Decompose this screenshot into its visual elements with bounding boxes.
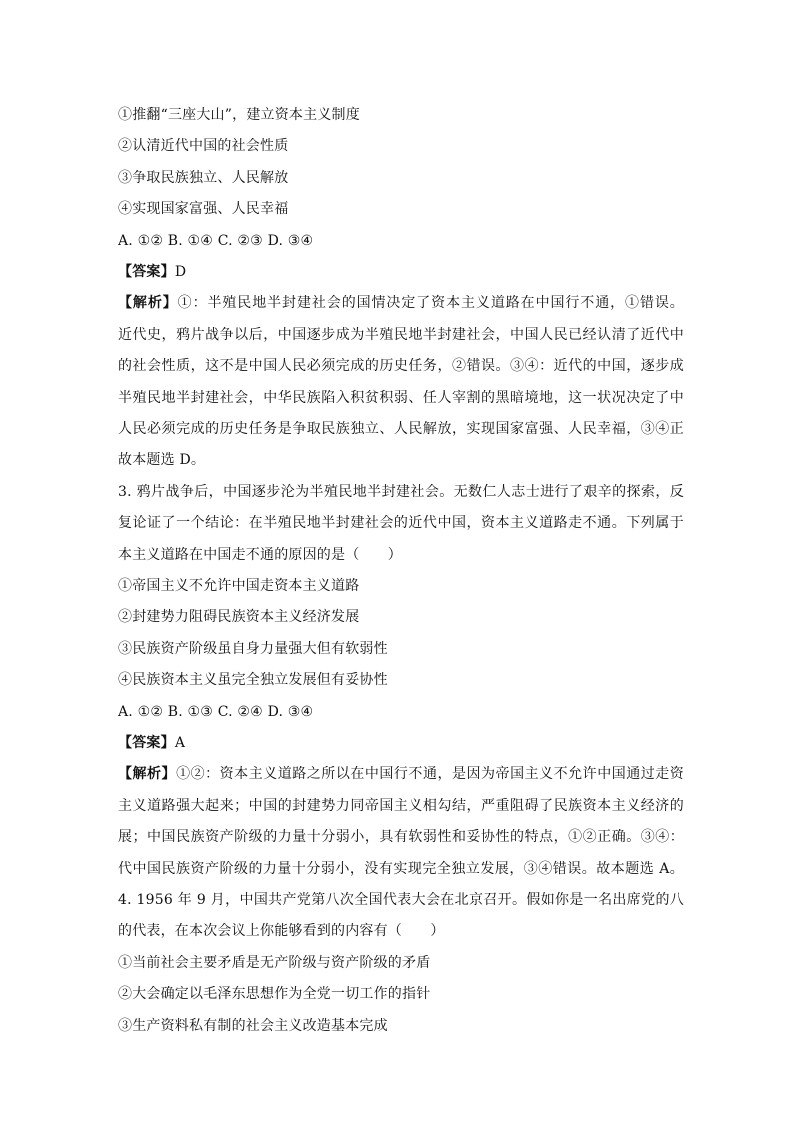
option-line: ③争取民族独立、人民解放: [118, 169, 289, 186]
question-4: [118, 885, 684, 948]
option-line: ④实现国家富强、人民幸福: [118, 201, 289, 218]
analysis-line: 半殖民地半封建社会，中华民族陷入积贫积弱、任人宰割的黑暗境地，这一状况决定了中: [118, 389, 684, 406]
option-line: ①帝国主义不允许中国走资本主义道路: [118, 577, 360, 594]
question-3: [118, 477, 684, 571]
choices-line: A. ①② B. ①④ C. ②③ D. ③④: [118, 232, 314, 249]
question-line: 的代表，在本次会议上你能够看到的内容有（ ）: [118, 923, 445, 940]
answer-line: [118, 257, 684, 288]
analysis-line: 代中国民族资产阶级的力量十分弱小，没有实现完全独立发展，③④错误。故本题选 A。: [118, 860, 684, 877]
answer-line: [118, 728, 684, 759]
answer-label: 【答案】: [118, 735, 175, 752]
question-line: 本主义道路在中国走不通的原因的是（ ）: [118, 546, 402, 563]
analysis-line: 人民必须完成的历史任务是争取民族独立、人民解放，实现国家富强、人民幸福，③④正: [118, 421, 684, 437]
answer-value: A: [174, 735, 186, 752]
analysis-label: 【解析】: [118, 295, 178, 312]
option-line: ④民族资本主义虽完全独立发展但有妥协性: [118, 672, 388, 689]
analysis-text: ①②：资本主义道路之所以在中国行不通，是因为帝国主义不允许中国通过走资: [176, 766, 684, 783]
option-line: ②封建势力阻碍民族资本主义经济发展: [118, 609, 360, 626]
option-line: ③民族资产阶级虽自身力量强大但有软弱性: [118, 640, 388, 657]
analysis-line: [118, 759, 684, 790]
analysis-line: 故本题选 D。: [118, 452, 206, 469]
question-line: 3. 鸦片战争后，中国逐步沦为半殖民地半封建社会。无数仁人志士进行了艰辛的探索，反: [118, 483, 684, 500]
answer-value: D: [174, 264, 187, 281]
option-line: ③生产资料私有制的社会主义改造基本完成: [118, 1017, 388, 1034]
analysis-label: 【解析】: [118, 766, 177, 783]
option-line: ②大会确定以毛泽东思想作为全党一切工作的指针: [118, 986, 431, 1003]
analysis-line: 近代史，鸦片战争以后，中国逐步成为半殖民地半封建社会，中国人民已经认清了近代中: [118, 326, 684, 343]
option-line: ②认清近代中国的社会性质: [118, 138, 289, 155]
analysis-block: [118, 288, 684, 476]
option-line: ①当前社会主要矛盾是无产阶级与资产阶级的矛盾: [118, 954, 431, 971]
choices-line: A. ①② B. ①③ C. ②④ D. ③④: [118, 703, 314, 720]
answer-label: 【答案】: [118, 264, 175, 281]
question-line: 4. 1956 年 9 月，中国共产党第八次全国代表大会在北京召开。假如你是一名出席党的八: [118, 891, 684, 908]
analysis-line: [118, 288, 684, 319]
analysis-line: 展；中国民族资产阶级的力量十分弱小，具有软弱性和妥协性的特点，①②正确。③④：: [118, 829, 684, 846]
analysis-line: 主义道路强大起来；中国的封建势力同帝国主义相勾结，严重阻碍了民族资本主义经济的: [118, 797, 684, 814]
option-line: ①推翻“三座大山”，建立资本主义制度: [118, 107, 360, 123]
analysis-text: ①：半殖民地半封建社会的国情决定了资本主义道路在中国行不通，①错误。: [177, 295, 684, 312]
question-line: 复论证了一个结论：在半殖民地半封建社会的近代中国，资本主义道路走不通。下列属于: [118, 515, 684, 532]
analysis-block: [118, 759, 684, 885]
analysis-line: 的社会性质，这不是中国人民必须完成的历史任务，②错误。③④：近代的中国，逐步成: [118, 358, 684, 375]
